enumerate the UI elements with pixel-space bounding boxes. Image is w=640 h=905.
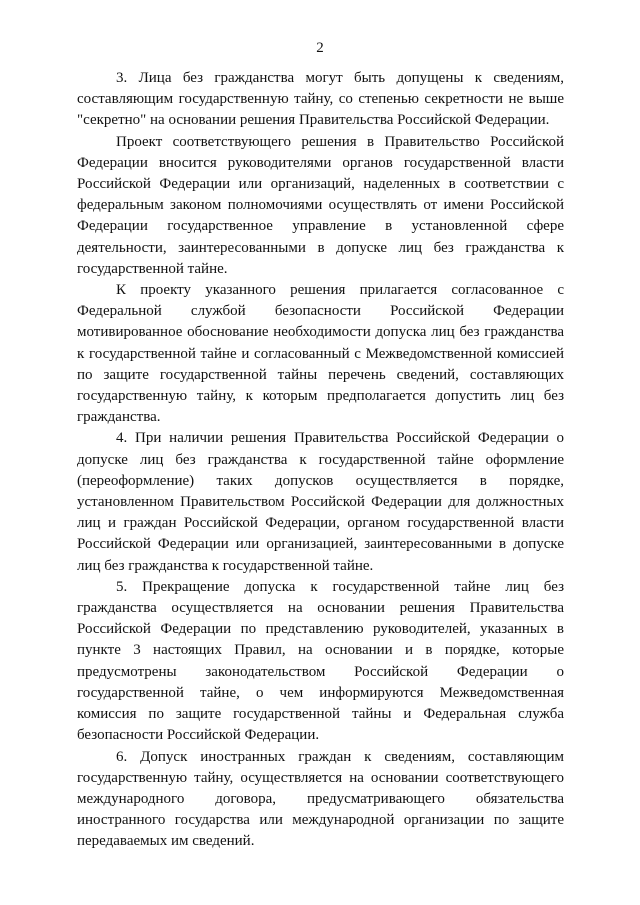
paragraph-item-6: 6. Допуск иностранных граждан к сведениям, составляющим государственную тайну, осуществляется на основании соответствующего международного договора, предусматривающего обязательства иностранного государства или международной организации по защите передаваемых им сведений. bbox=[77, 748, 564, 850]
paragraph-item-4: 4. При наличии решения Правительства Российской Федерации о допуске лиц без гражданства к государственной тайне оформление (переоформление) таких допусков осуществляется в порядке, установленном Правительством Российской Федерации для должностных лиц и граждан Российской Федерации, органом государственной власти Российской Федерации или организацией, заинтересованными в допуске лиц без гражданства к государственной тайне. bbox=[77, 430, 564, 574]
paragraph-draft-decision: Проект соответствующего решения в Правительство Российской Федерации вносится руководителями органов государственной власти Российской Федерации или организаций, наделенных в соответствии с федеральным законом полномочиями осуществлять от имени Российской Федерации государственное управление в установленной сфере деятельности, заинтересованными в допуске лиц без гражданства к государственной тайне. bbox=[77, 133, 564, 277]
document-body bbox=[77, 68, 564, 853]
paragraph-item-5: 5. Прекращение допуска к государственной тайне лиц без гражданства осуществляется на основании решения Правительства Российской Федерации по представлению руководителей, указанных в пункте 3 настоящих Правил, на основании и в порядке, которые предусмотрены законодательством Российской Федерации о государственной тайне, о чем информируются Межведомственная комиссия по защите государственной тайны и Федеральная служба безопасности Российской Федерации. bbox=[77, 578, 564, 744]
paragraph-item-3: 3. Лица без гражданства могут быть допущены к сведениям, составляющим государственную тайну, со степенью секретности не выше "секретно" на основании решения Правительства Российской Федерации. bbox=[77, 70, 564, 129]
page-number: 2 bbox=[316, 40, 324, 56]
paragraph-draft-attachments: К проекту указанного решения прилагается согласованное с Федеральной службой безопасности Российской Федерации мотивированное обоснование необходимости допуска лиц без гражданства к государственной тайне и согласованный с Межведомственной комиссией по защите государственной тайны перечень сведений, составляющих государственную тайну, к которым предполагается допустить лиц без гражданства. bbox=[77, 282, 564, 426]
